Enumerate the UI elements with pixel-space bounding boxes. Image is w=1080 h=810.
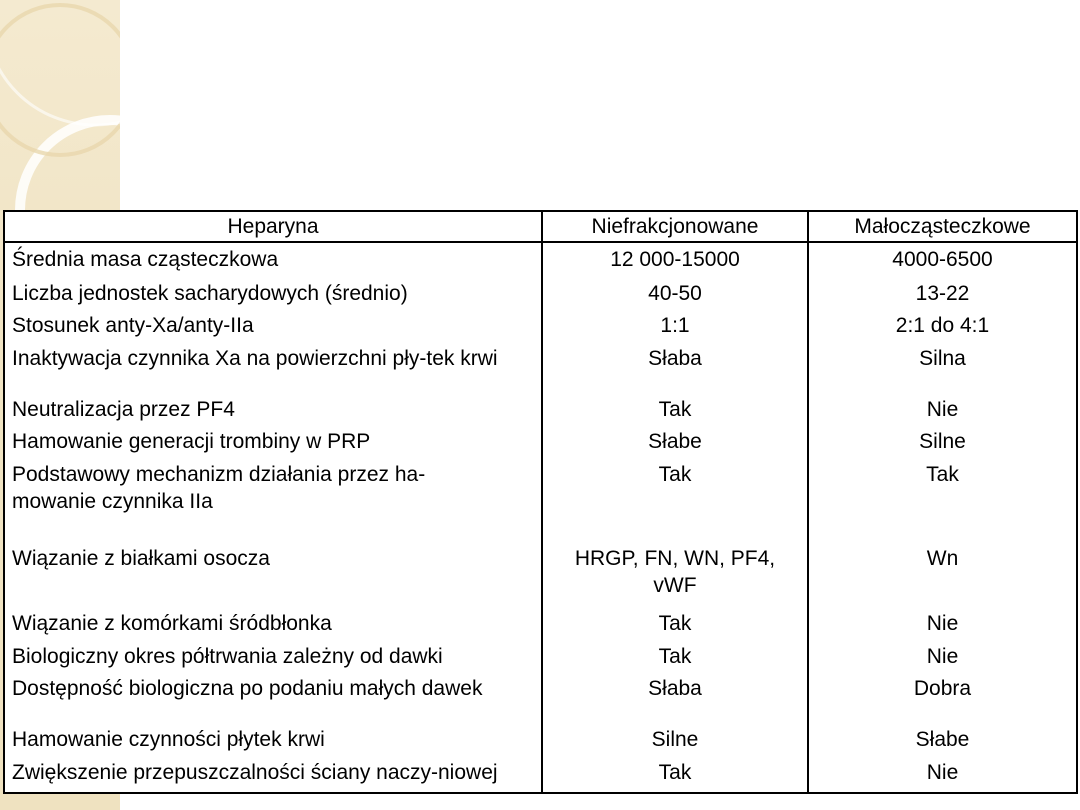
table-row — [4, 726, 1077, 759]
row-label: Inaktywacja czynnika Xa na powierzchni pły-tek krwi — [4, 345, 542, 396]
unfractionated-value: Słabe — [542, 428, 808, 461]
row-label: Stosunek anty-Xa/anty-IIa — [4, 312, 542, 345]
unfractionated-value: Tak — [542, 610, 808, 643]
unfractionated-value: Tak — [542, 643, 808, 676]
table-row — [4, 610, 1077, 643]
header-lmw: Małocząsteczkowe — [808, 211, 1077, 242]
row-label: Dostępność biologiczna po podaniu małych dawek — [4, 675, 542, 726]
header-heparyna: Heparyna — [4, 211, 542, 242]
lmw-value: Nie — [808, 643, 1077, 676]
lmw-value: Silne — [808, 428, 1077, 461]
unfractionated-value: 12 000-15000 — [542, 242, 808, 280]
lmw-value: Nie — [808, 396, 1077, 429]
row-label: Średnia masa cząsteczkowa — [4, 242, 542, 280]
row-label: Biologiczny okres półtrwania zależny od dawki — [4, 643, 542, 676]
table-row — [4, 396, 1077, 429]
table-header-row — [4, 211, 1077, 242]
table-row — [4, 759, 1077, 793]
lmw-value: Słabe — [808, 726, 1077, 759]
lmw-value: 2:1 do 4:1 — [808, 312, 1077, 345]
table-row — [4, 461, 1077, 545]
unfractionated-value: Słaba — [542, 675, 808, 726]
row-label: Hamowanie czynności płytek krwi — [4, 726, 542, 759]
heparin-comparison-table — [3, 210, 1078, 794]
table-row — [4, 428, 1077, 461]
unfractionated-value: Słaba — [542, 345, 808, 396]
unfractionated-value: Tak — [542, 396, 808, 429]
header-unfractionated: Niefrakcjonowane — [542, 211, 808, 242]
lmw-value: 4000-6500 — [808, 242, 1077, 280]
lmw-value: Wn — [808, 545, 1077, 610]
table-row — [4, 345, 1077, 396]
row-label: Wiązanie z komórkami śródbłonka — [4, 610, 542, 643]
table-row — [4, 242, 1077, 280]
table-row — [4, 643, 1077, 676]
background-decoration-bottom — [0, 796, 120, 810]
table-row — [4, 545, 1077, 610]
row-label: Neutralizacja przez PF4 — [4, 396, 542, 429]
unfractionated-value: Tak — [542, 461, 808, 545]
lmw-value: Dobra — [808, 675, 1077, 726]
table-row — [4, 675, 1077, 726]
row-label: Wiązanie z białkami osocza — [4, 545, 542, 610]
table-row — [4, 280, 1077, 313]
lmw-value: 13-22 — [808, 280, 1077, 313]
row-label: Liczba jednostek sacharydowych (średnio) — [4, 280, 542, 313]
unfractionated-value: HRGP, FN, WN, PF4, vWF — [542, 545, 808, 610]
lmw-value: Tak — [808, 461, 1077, 545]
row-label: Hamowanie generacji trombiny w PRP — [4, 428, 542, 461]
table-row — [4, 312, 1077, 345]
lmw-value: Silna — [808, 345, 1077, 396]
unfractionated-value: Tak — [542, 759, 808, 793]
unfractionated-value: 1:1 — [542, 312, 808, 345]
row-label: Podstawowy mechanizm działania przez ha-mowanie czynnika IIa — [4, 461, 542, 545]
unfractionated-value: 40-50 — [542, 280, 808, 313]
lmw-value: Nie — [808, 610, 1077, 643]
unfractionated-value: Silne — [542, 726, 808, 759]
lmw-value: Nie — [808, 759, 1077, 793]
row-label: Zwiększenie przepuszczalności ściany naczy-niowej — [4, 759, 542, 793]
